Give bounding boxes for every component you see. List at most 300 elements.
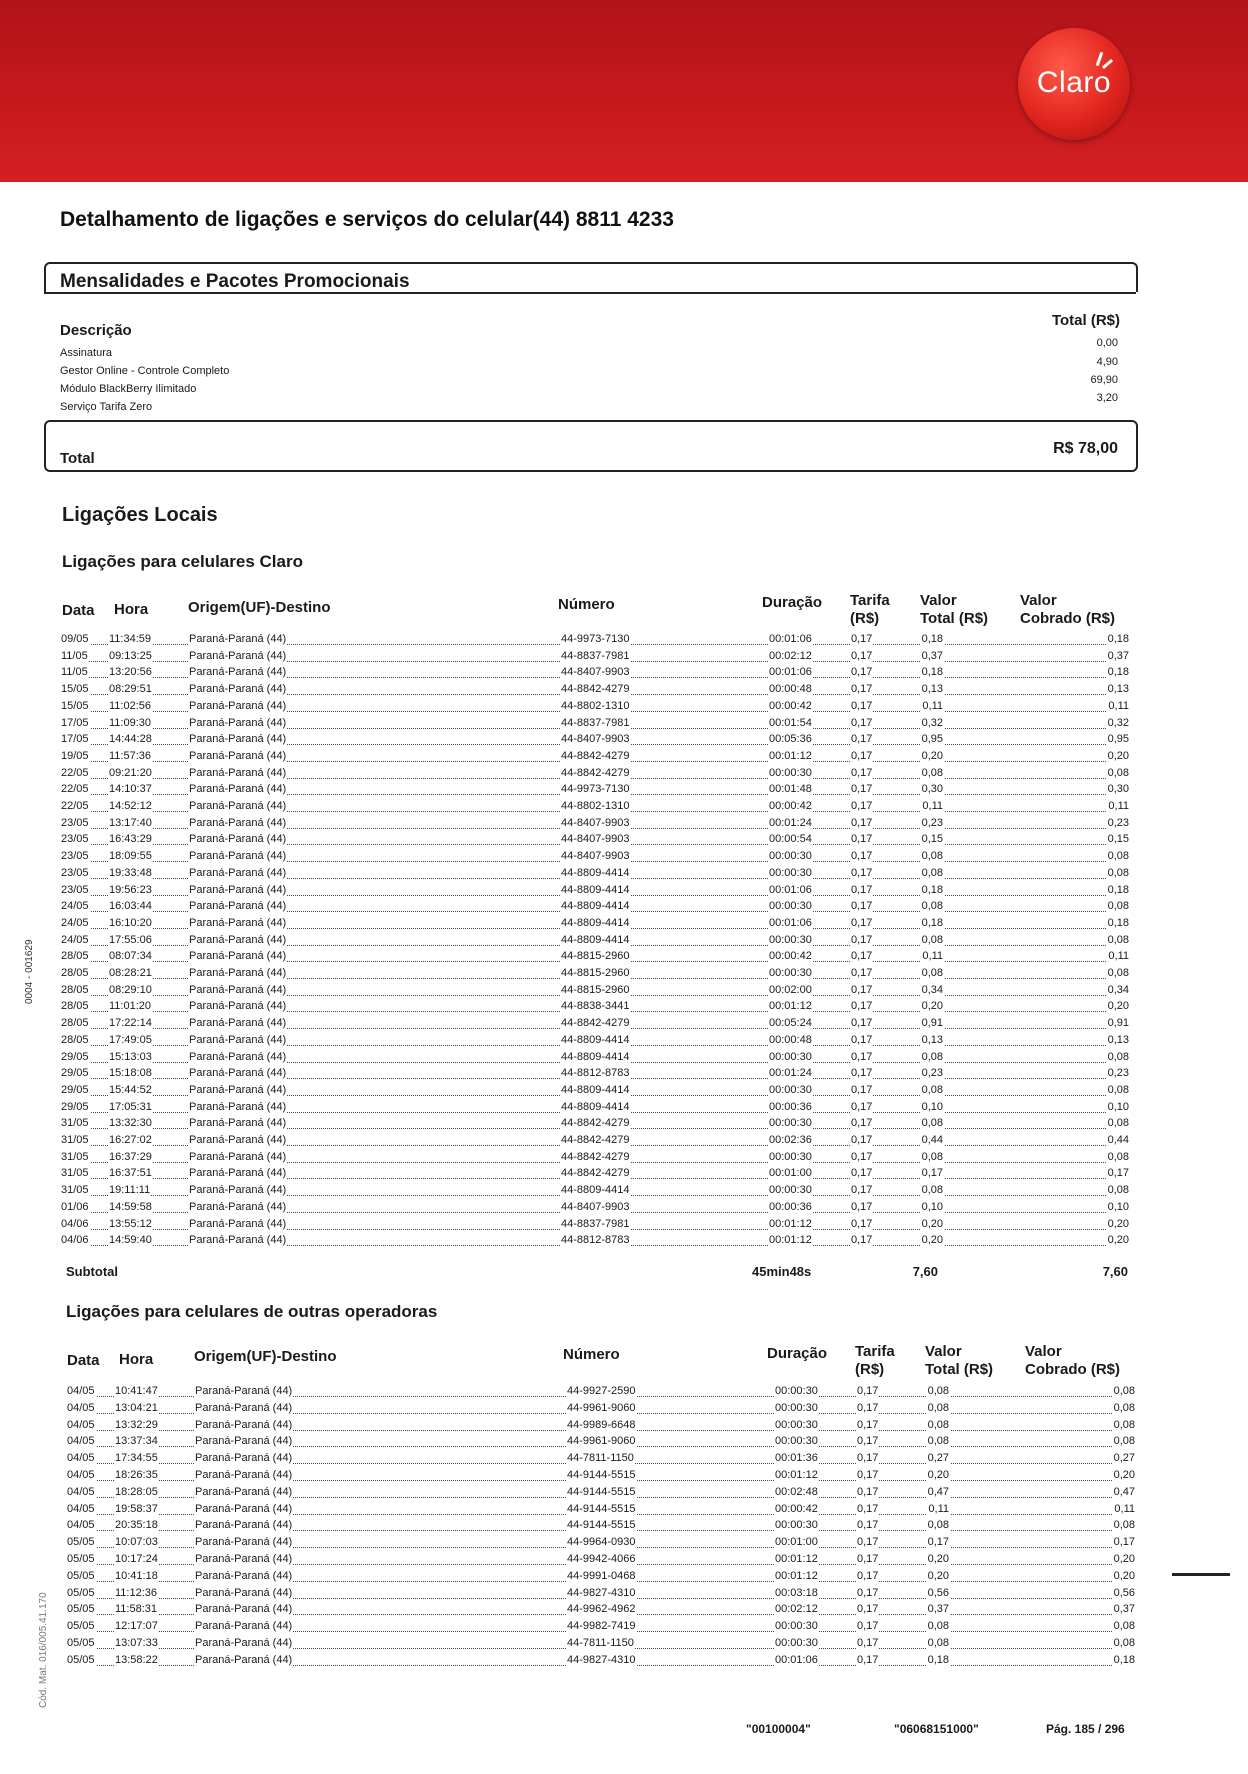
table-row xyxy=(60,1217,1130,1233)
table-row xyxy=(60,649,1130,665)
call-rate: 0,17 xyxy=(857,1452,879,1465)
call-rate: 0,17 xyxy=(851,1100,873,1113)
call-number: 44-8802-1310 xyxy=(561,800,630,812)
call-time: 11:58:31 xyxy=(115,1603,158,1616)
call-total-value: 0,20 xyxy=(921,1234,943,1247)
call-charged-value: 0,20 xyxy=(1107,1234,1129,1247)
col-header-valor-cobrado: Valor Cobrado (R$) xyxy=(1020,592,1115,627)
call-rate: 0,17 xyxy=(851,1167,873,1180)
call-rate: 0,17 xyxy=(851,967,873,979)
call-origin-destination: Paraná-Paraná (44) xyxy=(189,1150,287,1163)
table-row xyxy=(60,1033,1130,1049)
call-total-value: 0,11 xyxy=(922,950,943,963)
call-total-value: 0,08 xyxy=(921,900,943,913)
table-row xyxy=(66,1451,1136,1467)
call-total-value: 0,18 xyxy=(921,883,943,896)
section-heading-local-calls: Ligações Locais xyxy=(62,504,218,526)
call-date: 04/05 xyxy=(67,1502,95,1515)
call-date: 05/05 xyxy=(67,1637,95,1649)
call-origin-destination: Paraná-Paraná (44) xyxy=(189,800,287,812)
call-total-value: 0,08 xyxy=(921,766,943,779)
call-origin-destination: Paraná-Paraná (44) xyxy=(189,1134,287,1146)
call-total-value: 0,08 xyxy=(921,1083,943,1096)
call-date: 28/05 xyxy=(61,1000,89,1013)
table-row xyxy=(60,1083,1130,1099)
mensalidades-header-box xyxy=(44,262,1138,292)
call-total-value: 0,30 xyxy=(921,783,943,796)
call-charged-value: 0,18 xyxy=(1107,916,1129,929)
call-origin-destination: Paraná-Paraná (44) xyxy=(195,1553,293,1565)
call-charged-value: 0,56 xyxy=(1113,1586,1135,1599)
call-time: 14:59:40 xyxy=(109,1234,152,1247)
table-row xyxy=(60,1200,1130,1216)
call-time: 13:37:34 xyxy=(115,1435,158,1448)
col-header-tarifa: Tarifa (R$) xyxy=(855,1343,895,1378)
call-duration: 00:00:30 xyxy=(769,850,812,863)
call-duration: 00:00:30 xyxy=(775,1435,818,1448)
table-row xyxy=(60,966,1130,982)
call-origin-destination: Paraná-Paraná (44) xyxy=(189,933,287,946)
call-total-value: 0,10 xyxy=(921,1100,943,1113)
table-row xyxy=(60,1066,1130,1082)
call-total-value: 0,20 xyxy=(927,1553,949,1565)
call-date: 09/05 xyxy=(61,633,89,645)
call-time: 18:26:35 xyxy=(115,1469,158,1481)
call-duration: 00:00:36 xyxy=(769,1200,812,1213)
call-total-value: 0,47 xyxy=(927,1485,949,1498)
call-charged-value: 0,08 xyxy=(1107,1184,1129,1197)
call-number: 44-8838-3441 xyxy=(561,1000,630,1013)
call-origin-destination: Paraná-Paraná (44) xyxy=(195,1435,293,1448)
call-duration: 00:00:30 xyxy=(769,1050,812,1063)
call-charged-value: 0,08 xyxy=(1113,1620,1135,1633)
table-row xyxy=(66,1619,1136,1635)
call-origin-destination: Paraná-Paraná (44) xyxy=(195,1469,293,1481)
table-row xyxy=(60,883,1130,899)
call-date: 01/06 xyxy=(61,1200,89,1213)
table-row xyxy=(60,799,1130,815)
call-time: 13:20:56 xyxy=(109,666,152,679)
call-rate: 0,17 xyxy=(857,1385,879,1397)
call-origin-destination: Paraná-Paraná (44) xyxy=(189,1117,287,1130)
call-duration: 00:02:12 xyxy=(775,1603,818,1616)
col-header-duracao: Duração xyxy=(762,594,823,611)
call-number: 44-8809-4414 xyxy=(561,900,630,913)
call-rate: 0,17 xyxy=(851,833,873,846)
call-duration: 00:05:36 xyxy=(769,733,812,746)
call-rate: 0,17 xyxy=(851,850,873,863)
call-total-value: 0,18 xyxy=(927,1653,949,1666)
call-number: 44-9982-7419 xyxy=(567,1620,636,1633)
table-row xyxy=(60,949,1130,965)
call-total-value: 0,27 xyxy=(927,1452,949,1465)
call-duration: 00:01:00 xyxy=(775,1536,818,1549)
call-charged-value: 0,08 xyxy=(1107,766,1129,779)
side-code: 0004 - 001629 xyxy=(24,939,35,1004)
call-time: 14:10:37 xyxy=(109,783,152,796)
call-number: 44-8815-2960 xyxy=(561,967,630,979)
call-duration: 00:00:30 xyxy=(775,1620,818,1633)
call-rate: 0,17 xyxy=(851,666,873,679)
call-origin-destination: Paraná-Paraná (44) xyxy=(189,683,287,696)
call-rate: 0,17 xyxy=(857,1553,879,1565)
call-number: 44-8842-4279 xyxy=(561,749,630,762)
call-charged-value: 0,11 xyxy=(1108,950,1129,963)
call-number: 44-9961-9060 xyxy=(567,1435,636,1448)
call-rate: 0,17 xyxy=(851,883,873,896)
call-rate: 0,17 xyxy=(851,1234,873,1247)
call-date: 11/05 xyxy=(61,649,88,662)
call-rate: 0,17 xyxy=(851,900,873,913)
call-total-value: 0,10 xyxy=(921,1200,943,1213)
call-charged-value: 0,17 xyxy=(1113,1536,1135,1549)
call-charged-value: 0,15 xyxy=(1107,833,1129,846)
call-total-value: 0,37 xyxy=(921,649,943,662)
call-date: 28/05 xyxy=(61,983,89,996)
call-origin-destination: Paraná-Paraná (44) xyxy=(189,983,287,996)
call-rate: 0,17 xyxy=(857,1401,879,1414)
call-total-value: 0,11 xyxy=(928,1502,949,1515)
call-duration: 00:00:30 xyxy=(769,1117,812,1130)
call-origin-destination: Paraná-Paraná (44) xyxy=(195,1502,293,1515)
call-charged-value: 0,30 xyxy=(1107,783,1129,796)
call-charged-value: 0,08 xyxy=(1113,1418,1135,1431)
call-total-value: 0,91 xyxy=(921,1017,943,1030)
call-duration: 00:01:48 xyxy=(769,783,812,796)
call-number: 44-9962-4962 xyxy=(567,1603,636,1616)
call-charged-value: 0,20 xyxy=(1107,1217,1129,1230)
call-origin-destination: Paraná-Paraná (44) xyxy=(189,1200,287,1213)
fee-item-label: Assinatura xyxy=(60,347,112,359)
call-duration: 00:00:42 xyxy=(775,1502,818,1515)
call-rate: 0,17 xyxy=(851,1033,873,1046)
fee-item-label: Módulo BlackBerry Ilimitado xyxy=(60,383,197,395)
table-row xyxy=(60,1166,1130,1182)
col-header-valor-cobrado: Valor Cobrado (R$) xyxy=(1025,1343,1120,1378)
call-charged-value: 0,11 xyxy=(1108,699,1129,712)
description-column-header: Descrição xyxy=(60,322,132,339)
call-date: 29/05 xyxy=(61,1083,89,1096)
call-rate: 0,17 xyxy=(857,1637,879,1649)
table-row xyxy=(66,1401,1136,1417)
call-time: 16:10:20 xyxy=(109,916,152,929)
call-total-value: 0,08 xyxy=(921,1150,943,1163)
call-charged-value: 0,10 xyxy=(1107,1200,1129,1213)
call-charged-value: 0,23 xyxy=(1107,1067,1129,1080)
table-row xyxy=(66,1468,1136,1484)
call-charged-value: 0,08 xyxy=(1113,1385,1135,1397)
call-origin-destination: Paraná-Paraná (44) xyxy=(189,850,287,863)
call-date: 15/05 xyxy=(61,683,89,696)
table-row xyxy=(60,1133,1130,1149)
call-total-value: 0,08 xyxy=(927,1435,949,1448)
call-number: 44-8407-9903 xyxy=(561,816,630,829)
call-origin-destination: Paraná-Paraná (44) xyxy=(195,1418,293,1431)
call-total-value: 0,20 xyxy=(921,749,943,762)
call-rate: 0,17 xyxy=(851,783,873,796)
call-time: 08:29:51 xyxy=(109,683,152,696)
call-time: 11:02:56 xyxy=(109,699,152,712)
call-number: 44-8842-4279 xyxy=(561,1150,630,1163)
call-date: 24/05 xyxy=(61,916,89,929)
call-rate: 0,17 xyxy=(857,1620,879,1633)
call-date: 28/05 xyxy=(61,1033,89,1046)
call-number: 44-8407-9903 xyxy=(561,666,630,679)
call-total-value: 0,08 xyxy=(921,850,943,863)
call-date: 29/05 xyxy=(61,1100,89,1113)
call-rate: 0,17 xyxy=(857,1536,879,1549)
call-duration: 00:00:30 xyxy=(769,1150,812,1163)
call-date: 17/05 xyxy=(61,716,89,729)
call-time: 13:32:30 xyxy=(109,1117,152,1130)
call-date: 23/05 xyxy=(61,816,89,829)
col-header-duracao: Duração xyxy=(767,1345,828,1362)
call-duration: 00:00:42 xyxy=(769,699,812,712)
call-time: 11:01:20 xyxy=(109,1000,152,1013)
call-duration: 00:01:12 xyxy=(769,1234,812,1247)
call-duration: 00:00:30 xyxy=(775,1418,818,1431)
call-time: 18:28:05 xyxy=(115,1485,158,1498)
table-row xyxy=(66,1602,1136,1618)
call-date: 04/05 xyxy=(67,1435,95,1448)
call-time: 17:05:31 xyxy=(109,1100,152,1113)
call-time: 08:29:10 xyxy=(109,983,152,996)
call-time: 10:17:24 xyxy=(115,1553,158,1565)
call-charged-value: 0,17 xyxy=(1107,1167,1129,1180)
call-time: 19:11:11 xyxy=(109,1184,151,1197)
call-date: 23/05 xyxy=(61,883,89,896)
call-duration: 00:00:30 xyxy=(775,1401,818,1414)
call-number: 44-8809-4414 xyxy=(561,1100,630,1113)
call-origin-destination: Paraná-Paraná (44) xyxy=(189,716,287,729)
table-row xyxy=(60,933,1130,949)
call-origin-destination: Paraná-Paraná (44) xyxy=(195,1401,293,1414)
call-duration: 00:00:30 xyxy=(769,1184,812,1197)
col-header-data: Data xyxy=(67,1352,100,1369)
fee-item-label: Gestor Online - Controle Completo xyxy=(60,365,230,377)
subsection-heading-outras: Ligações para celulares de outras operadoras xyxy=(66,1302,438,1321)
table-row xyxy=(60,866,1130,882)
logo-text: Claro xyxy=(1036,66,1112,99)
call-duration: 00:01:12 xyxy=(769,1000,812,1013)
call-number: 44-8809-4414 xyxy=(561,1033,630,1046)
call-duration: 00:01:06 xyxy=(775,1653,818,1666)
call-time: 09:13:25 xyxy=(109,649,152,662)
call-number: 44-8837-7981 xyxy=(561,1217,630,1230)
call-charged-value: 0,08 xyxy=(1107,1083,1129,1096)
call-duration: 00:02:48 xyxy=(775,1485,818,1498)
call-duration: 00:01:24 xyxy=(769,1067,812,1080)
call-time: 19:33:48 xyxy=(109,866,152,879)
table-row xyxy=(66,1518,1136,1534)
call-charged-value: 0,08 xyxy=(1107,900,1129,913)
call-duration: 00:00:54 xyxy=(769,833,812,846)
call-date: 05/05 xyxy=(67,1553,95,1565)
call-date: 04/05 xyxy=(67,1485,95,1498)
fee-item-value: 69,90 xyxy=(1090,374,1118,386)
call-origin-destination: Paraná-Paraná (44) xyxy=(189,666,287,679)
call-number: 44-8802-1310 xyxy=(561,699,630,712)
call-origin-destination: Paraná-Paraná (44) xyxy=(189,883,287,896)
call-date: 29/05 xyxy=(61,1050,89,1063)
call-charged-value: 0,18 xyxy=(1107,666,1129,679)
call-total-value: 0,08 xyxy=(921,866,943,879)
call-origin-destination: Paraná-Paraná (44) xyxy=(189,766,287,779)
call-total-value: 0,23 xyxy=(921,1067,943,1080)
call-charged-value: 0,11 xyxy=(1108,800,1129,812)
call-time: 13:32:29 xyxy=(115,1418,158,1431)
call-charged-value: 0,08 xyxy=(1113,1435,1135,1448)
call-origin-destination: Paraná-Paraná (44) xyxy=(195,1485,293,1498)
col-header-numero: Número xyxy=(563,1346,620,1363)
call-origin-destination: Paraná-Paraná (44) xyxy=(195,1637,293,1649)
call-date: 31/05 xyxy=(61,1184,89,1197)
call-charged-value: 0,44 xyxy=(1107,1134,1129,1146)
call-number: 44-9144-5515 xyxy=(567,1502,636,1515)
call-number: 44-9827-4310 xyxy=(567,1653,636,1666)
call-origin-destination: Paraná-Paraná (44) xyxy=(189,1217,287,1230)
call-time: 11:09:30 xyxy=(109,716,152,729)
call-rate: 0,17 xyxy=(851,1067,873,1080)
call-total-value: 0,08 xyxy=(921,1117,943,1130)
call-duration: 00:05:24 xyxy=(769,1017,812,1030)
call-time: 11:12:36 xyxy=(115,1586,158,1599)
call-duration: 00:00:30 xyxy=(769,1083,812,1096)
col-header-origem: Origem(UF)-Destino xyxy=(194,1348,337,1365)
call-total-value: 0,23 xyxy=(921,816,943,829)
subtotal-label: Subtotal xyxy=(66,1264,118,1279)
call-rate: 0,17 xyxy=(851,1017,873,1030)
call-duration: 00:00:30 xyxy=(775,1519,818,1532)
call-total-value: 0,08 xyxy=(921,1050,943,1063)
call-total-value: 0,08 xyxy=(921,1184,943,1197)
call-number: 44-8407-9903 xyxy=(561,733,630,746)
col-header-hora: Hora xyxy=(119,1351,154,1368)
margin-mark xyxy=(1172,1573,1230,1576)
table-row xyxy=(60,682,1130,698)
call-charged-value: 0,11 xyxy=(1114,1502,1135,1515)
call-time: 15:18:08 xyxy=(109,1067,152,1080)
call-duration: 00:01:06 xyxy=(769,633,812,645)
call-time: 09:21:20 xyxy=(109,766,152,779)
total-value: R$ 78,00 xyxy=(1053,440,1118,457)
call-total-value: 0,17 xyxy=(927,1536,949,1549)
call-number: 44-8809-4414 xyxy=(561,1083,630,1096)
col-header-numero: Número xyxy=(558,596,615,613)
call-charged-value: 0,20 xyxy=(1113,1553,1135,1565)
call-rate: 0,17 xyxy=(851,1050,873,1063)
call-date: 22/05 xyxy=(61,800,89,812)
call-duration: 00:01:06 xyxy=(769,666,812,679)
call-duration: 00:00:30 xyxy=(769,967,812,979)
call-time: 10:41:18 xyxy=(115,1569,158,1582)
call-origin-destination: Paraná-Paraná (44) xyxy=(195,1653,293,1666)
call-rate: 0,17 xyxy=(857,1435,879,1448)
call-charged-value: 0,34 xyxy=(1107,983,1129,996)
table-row xyxy=(60,1116,1130,1132)
call-number: 44-9973-7130 xyxy=(561,783,630,796)
call-time: 13:55:12 xyxy=(109,1217,152,1230)
call-origin-destination: Paraná-Paraná (44) xyxy=(189,833,287,846)
page-number: Pág. 185 / 296 xyxy=(1046,1722,1125,1736)
call-origin-destination: Paraná-Paraná (44) xyxy=(189,816,287,829)
call-origin-destination: Paraná-Paraná (44) xyxy=(189,967,287,979)
call-number: 44-8842-4279 xyxy=(561,683,630,696)
mensalidades-total-box xyxy=(44,420,1138,472)
footer-code-2: "06068151000" xyxy=(894,1722,979,1736)
fee-item-label: Serviço Tarifa Zero xyxy=(60,401,153,413)
call-time: 10:41:47 xyxy=(115,1385,158,1397)
table-row xyxy=(60,1050,1130,1066)
call-number: 44-9927-2590 xyxy=(567,1385,636,1397)
call-rate: 0,17 xyxy=(857,1603,879,1616)
call-date: 19/05 xyxy=(61,749,89,762)
call-number: 44-8809-4414 xyxy=(561,916,630,929)
subsection-heading-claro: Ligações para celulares Claro xyxy=(62,552,303,571)
call-origin-destination: Paraná-Paraná (44) xyxy=(189,1067,287,1080)
call-total-value: 0,18 xyxy=(921,666,943,679)
call-origin-destination: Paraná-Paraná (44) xyxy=(189,1017,287,1030)
table-row xyxy=(60,1150,1130,1166)
call-origin-destination: Paraná-Paraná (44) xyxy=(189,749,287,762)
call-charged-value: 0,37 xyxy=(1107,649,1129,662)
call-duration: 00:00:48 xyxy=(769,683,812,696)
call-total-value: 0,34 xyxy=(921,983,943,996)
divider xyxy=(44,292,1136,294)
call-rate: 0,17 xyxy=(851,733,873,746)
call-rate: 0,17 xyxy=(851,1150,873,1163)
call-origin-destination: Paraná-Paraná (44) xyxy=(195,1569,293,1582)
call-charged-value: 0,13 xyxy=(1107,683,1129,696)
call-rate: 0,17 xyxy=(851,1083,873,1096)
call-charged-value: 0,08 xyxy=(1107,1050,1129,1063)
call-date: 04/05 xyxy=(67,1469,95,1481)
call-charged-value: 0,08 xyxy=(1107,850,1129,863)
call-charged-value: 0,08 xyxy=(1107,866,1129,879)
call-date: 04/05 xyxy=(67,1418,95,1431)
call-total-value: 0,18 xyxy=(921,633,943,645)
call-number: 44-8809-4414 xyxy=(561,883,630,896)
call-number: 44-8407-9903 xyxy=(561,1200,630,1213)
call-duration: 00:00:48 xyxy=(769,1033,812,1046)
call-origin-destination: Paraná-Paraná (44) xyxy=(189,649,287,662)
call-charged-value: 0,18 xyxy=(1113,1653,1135,1666)
call-origin-destination: Paraná-Paraná (44) xyxy=(195,1536,293,1549)
call-charged-value: 0,23 xyxy=(1107,816,1129,829)
call-number: 44-8812-8783 xyxy=(561,1067,630,1080)
call-total-value: 0,15 xyxy=(921,833,943,846)
call-total-value: 0,20 xyxy=(921,1217,943,1230)
subtotal-total: 7,60 xyxy=(912,1264,938,1279)
call-date: 04/05 xyxy=(67,1452,95,1465)
call-total-value: 0,32 xyxy=(921,716,943,729)
call-charged-value: 0,95 xyxy=(1107,733,1129,746)
table-row xyxy=(60,816,1130,832)
call-date: 05/05 xyxy=(67,1586,95,1599)
col-header-valor-total: Valor Total (R$) xyxy=(925,1343,994,1378)
call-time: 14:59:58 xyxy=(109,1200,152,1213)
col-header-origem: Origem(UF)-Destino xyxy=(188,599,331,616)
call-number: 44-8842-4279 xyxy=(561,1117,630,1130)
call-date: 22/05 xyxy=(61,766,89,779)
call-origin-destination: Paraná-Paraná (44) xyxy=(189,900,287,913)
table-row xyxy=(60,916,1130,932)
call-date: 05/05 xyxy=(67,1603,95,1616)
table-row xyxy=(60,665,1130,681)
call-total-value: 0,08 xyxy=(927,1620,949,1633)
call-origin-destination: Paraná-Paraná (44) xyxy=(189,916,287,929)
table-row xyxy=(60,716,1130,732)
